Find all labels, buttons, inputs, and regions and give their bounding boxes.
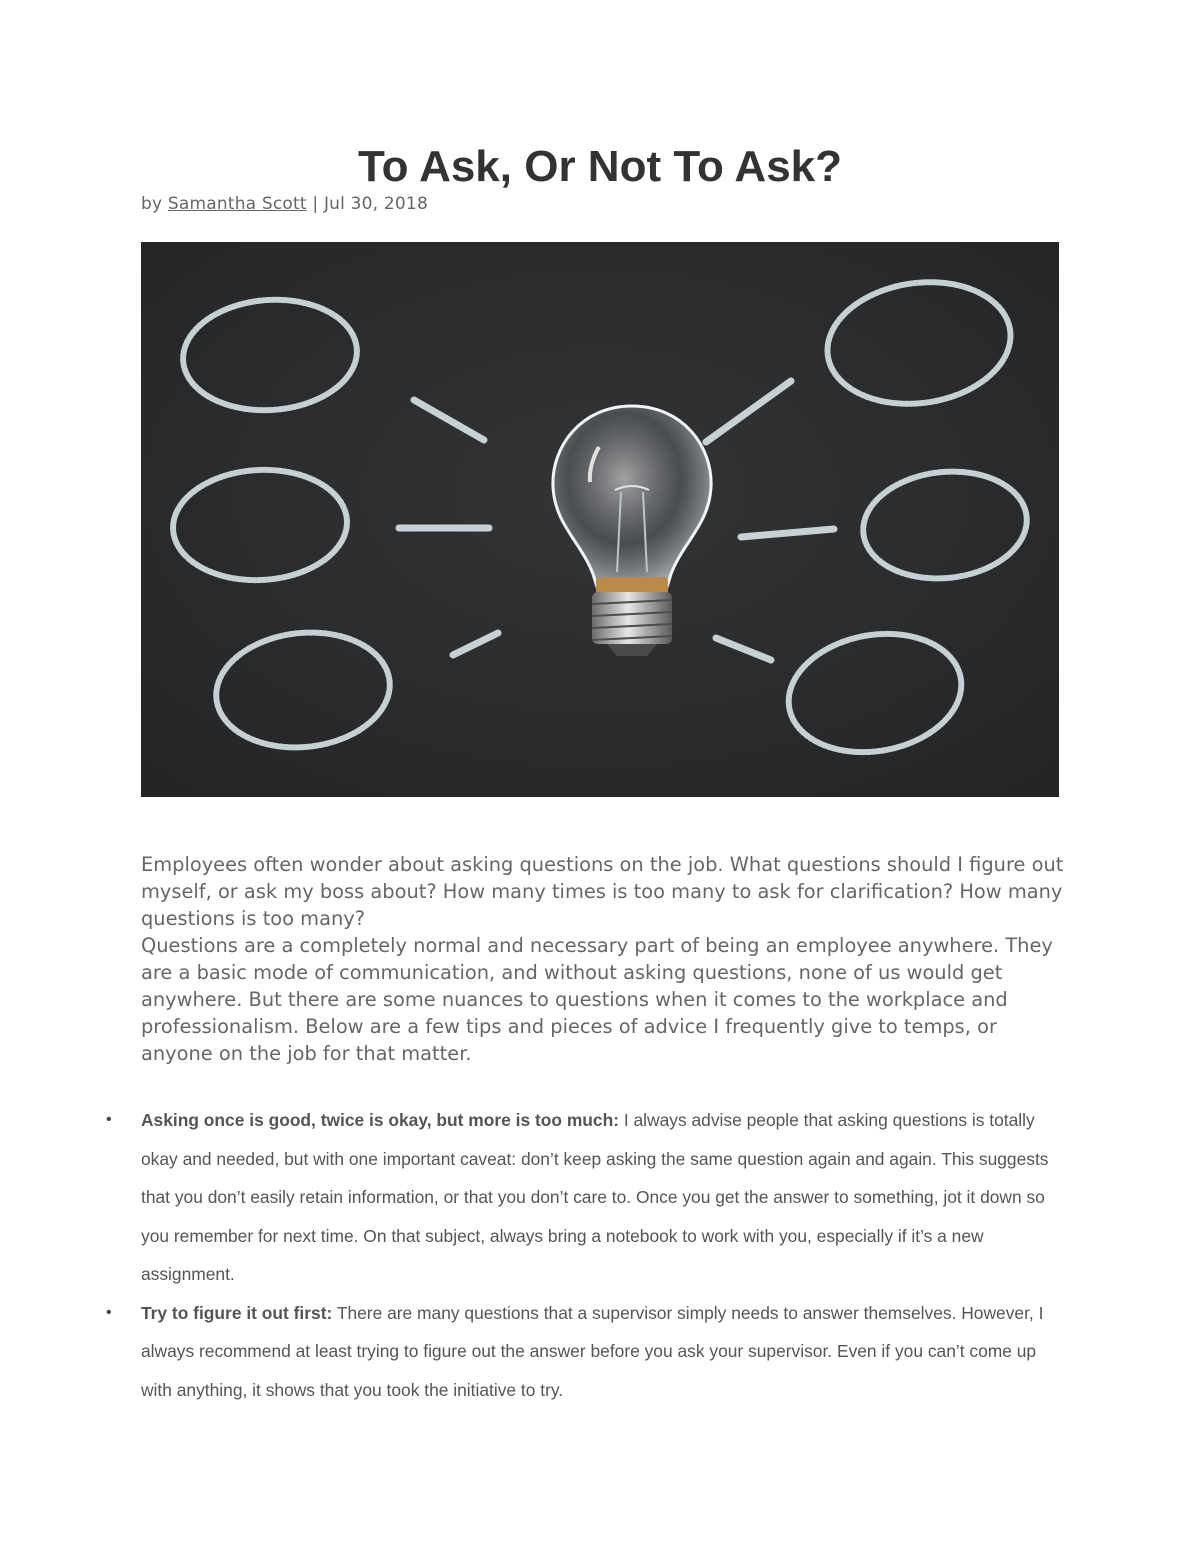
tip-text: I always advise people that asking questions is totally okay and needed, but with one important caveat: don’t keep asking the same question again and again. This suggests that you don’t easily retain information, or that you don’t care to. Once you get the answer to something, jot it down so you remember for next time. On that subject, always bring a notebook to work with you, especially if it’s a new assignment. <box>141 1110 1049 1284</box>
article-title: To Ask, Or Not To Ask? <box>357 142 843 191</box>
intro-paragraph: Employees often wonder about asking questions on the job. What questions should I figure out myself, or ask my boss about? How many times is too many to ask for clarification? How many questions is too many? <box>141 853 1064 930</box>
byline-separator: | <box>312 194 319 214</box>
list-item <box>141 1294 1061 1410</box>
intro-text <box>141 851 1071 1067</box>
tip-text: There are many questions that a supervisor simply needs to answer themselves. However, I always recommend at least trying to figure out the answer before you ask your supervisor. Even if you can’t come up with anything, it shows that you took the initiative to try. <box>141 1302 1044 1400</box>
article-date: Jul 30, 2018 <box>323 194 428 214</box>
tip-lead: Try to figure it out first: <box>141 1302 333 1323</box>
byline <box>141 192 428 216</box>
hero-image <box>141 242 1059 797</box>
lightbulb-chalkboard-icon <box>141 242 1059 797</box>
byline-prefix: by <box>141 194 163 214</box>
tips-list <box>141 1101 1061 1409</box>
author-link[interactable]: Samantha Scott <box>167 194 307 214</box>
intro-paragraph: Questions are a completely normal and necessary part of being an employee anywhere. They are a basic mode of communication, and without asking questions, none of us would get anywhere. But there are some nuances to questions when it comes to the workplace and professionalism. Below are a few tips and pieces of advice I frequently give to temps, or anyone on the job for that matter. <box>141 934 1053 1065</box>
tip-lead: Asking once is good, twice is okay, but more is too much: <box>141 1110 619 1130</box>
list-item <box>141 1101 1061 1294</box>
